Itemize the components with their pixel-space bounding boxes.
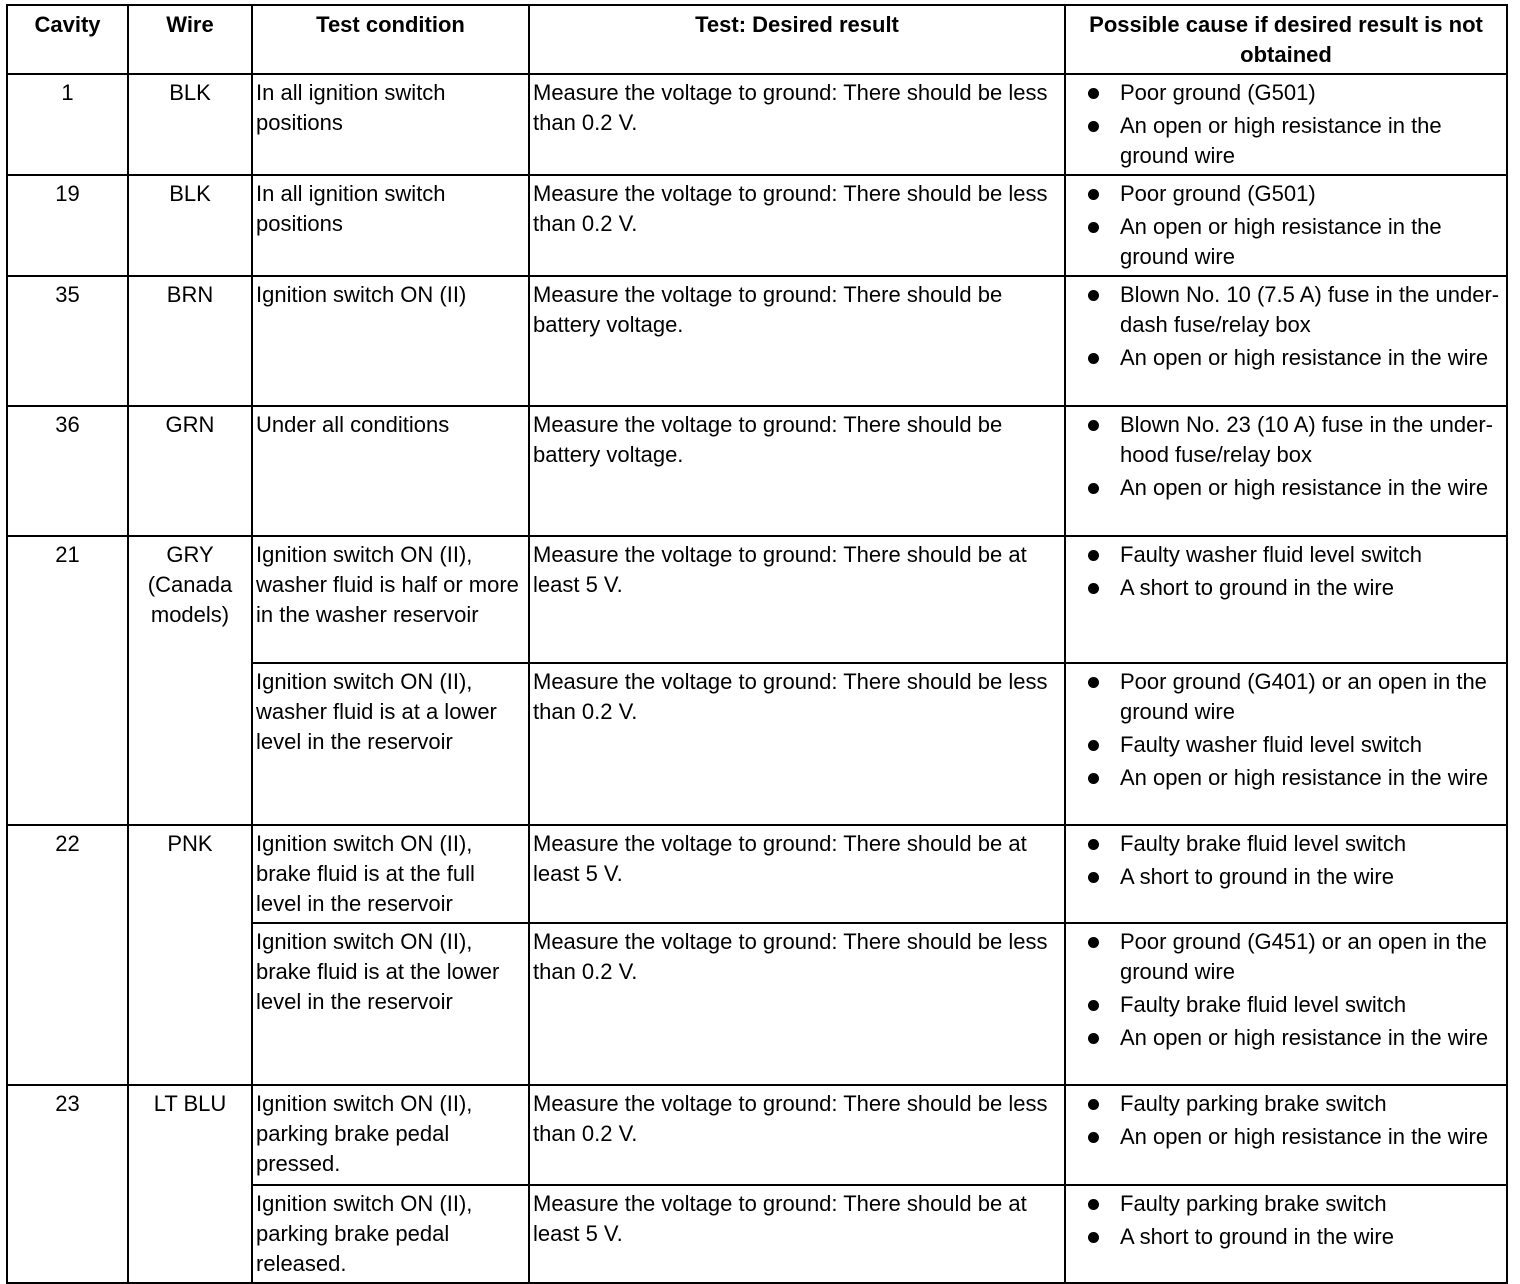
cause-item: [1120, 990, 1502, 1020]
result-cell: Measure the voltage to ground: There should be at least 5 V.: [529, 825, 1065, 923]
cause-text: An open or high resistance in the wire: [1120, 1124, 1489, 1149]
cause-cell: [1065, 923, 1507, 1085]
cause-item: [1120, 667, 1502, 727]
bullet-icon: [1088, 290, 1099, 301]
bullet-icon: [1088, 1232, 1099, 1243]
bullet-icon: [1088, 1132, 1099, 1143]
header-possible-cause: Possible cause if desired result is not obtained: [1065, 5, 1507, 74]
bullet-icon: [1088, 483, 1099, 494]
cause-text: Faulty washer fluid level switch: [1120, 542, 1423, 567]
bullet-icon: [1088, 872, 1099, 883]
cause-item: [1120, 410, 1502, 470]
cause-item: [1120, 573, 1502, 603]
cause-cell: [1065, 175, 1507, 276]
cause-text: An open or high resistance in the wire: [1120, 1025, 1489, 1050]
wire-cell: PNK: [128, 825, 252, 1085]
cavity-cell: 22: [7, 825, 128, 1085]
table-row: [7, 1085, 1507, 1185]
cause-item: [1120, 1023, 1502, 1053]
cause-cell: [1065, 825, 1507, 923]
result-cell: Measure the voltage to ground: There should be at least 5 V.: [529, 536, 1065, 663]
cavity-cell: 23: [7, 1085, 128, 1283]
wire-cell: GRN: [128, 406, 252, 536]
bullet-icon: [1088, 583, 1099, 594]
result-cell: Measure the voltage to ground: There should be less than 0.2 V.: [529, 923, 1065, 1085]
cause-text: Faulty parking brake switch: [1120, 1091, 1387, 1116]
result-cell: Measure the voltage to ground: There should be less than 0.2 V.: [529, 175, 1065, 276]
condition-cell: Ignition switch ON (II), washer fluid is at a lower level in the reservoir: [252, 663, 529, 825]
cause-list: [1070, 78, 1502, 171]
wire-cell: LT BLU: [128, 1085, 252, 1283]
header-row: [7, 5, 1507, 74]
cause-item: [1120, 927, 1502, 987]
cavity-cell: 35: [7, 276, 128, 406]
cavity-cell: 1: [7, 74, 128, 175]
cause-text: A short to ground in the wire: [1120, 1224, 1394, 1249]
cause-text: Faulty brake fluid level switch: [1120, 831, 1407, 856]
cause-cell: [1065, 1185, 1507, 1283]
cause-text: An open or high resistance in the wire: [1120, 765, 1489, 790]
cause-text: An open or high resistance in the ground wire: [1120, 113, 1442, 168]
connector-test-table: [6, 4, 1508, 1284]
cause-list: [1070, 179, 1502, 272]
cause-item: [1120, 1189, 1502, 1219]
wire-cell: BLK: [128, 74, 252, 175]
cause-item: [1120, 829, 1502, 859]
bullet-icon: [1088, 677, 1099, 688]
cause-item: [1120, 1122, 1502, 1152]
cause-cell: [1065, 406, 1507, 536]
table-row: [7, 825, 1507, 923]
cause-item: [1120, 1089, 1502, 1119]
result-cell: Measure the voltage to ground: There should be at least 5 V.: [529, 1185, 1065, 1283]
table-row: [7, 74, 1507, 175]
bullet-icon: [1088, 1000, 1099, 1011]
table-row: [7, 406, 1507, 536]
cause-item: [1120, 862, 1502, 892]
result-cell: Measure the voltage to ground: There should be battery voltage.: [529, 406, 1065, 536]
cause-text: An open or high resistance in the wire: [1120, 345, 1489, 370]
cause-cell: [1065, 276, 1507, 406]
condition-cell: In all ignition switch positions: [252, 175, 529, 276]
cause-item: [1120, 540, 1502, 570]
cause-text: An open or high resistance in the wire: [1120, 475, 1489, 500]
result-cell: Measure the voltage to ground: There should be less than 0.2 V.: [529, 663, 1065, 825]
cause-text: Blown No. 10 (7.5 A) fuse in the under-dash fuse/relay box: [1120, 282, 1500, 337]
cavity-cell: 21: [7, 536, 128, 825]
condition-cell: Under all conditions: [252, 406, 529, 536]
cause-item: [1120, 111, 1502, 171]
bullet-icon: [1088, 222, 1099, 233]
table-header: [7, 5, 1507, 74]
cause-item: [1120, 763, 1502, 793]
cause-cell: [1065, 536, 1507, 663]
result-cell: Measure the voltage to ground: There should be less than 0.2 V.: [529, 74, 1065, 175]
bullet-icon: [1088, 1099, 1099, 1110]
cause-text: Blown No. 23 (10 A) fuse in the under-hood fuse/relay box: [1120, 412, 1493, 467]
bullet-icon: [1088, 740, 1099, 751]
condition-cell: Ignition switch ON (II), brake fluid is at the full level in the reservoir: [252, 825, 529, 923]
cause-item: [1120, 78, 1502, 108]
cause-list: [1070, 667, 1502, 793]
bullet-icon: [1088, 88, 1099, 99]
cause-text: Poor ground (G501): [1120, 80, 1316, 105]
wire-cell: BLK: [128, 175, 252, 276]
cause-list: [1070, 540, 1502, 603]
cause-item: [1120, 473, 1502, 503]
table-row: [7, 175, 1507, 276]
cavity-cell: 36: [7, 406, 128, 536]
cause-item: [1120, 1222, 1502, 1252]
table-row: [7, 276, 1507, 406]
cause-cell: [1065, 74, 1507, 175]
condition-cell: Ignition switch ON (II), brake fluid is at the lower level in the reservoir: [252, 923, 529, 1085]
bullet-icon: [1088, 1033, 1099, 1044]
bullet-icon: [1088, 550, 1099, 561]
condition-cell: Ignition switch ON (II): [252, 276, 529, 406]
wire-cell: GRY (Canada models): [128, 536, 252, 825]
cause-list: [1070, 410, 1502, 503]
cause-text: Poor ground (G451) or an open in the ground wire: [1120, 929, 1487, 984]
condition-cell: Ignition switch ON (II), parking brake pedal pressed.: [252, 1085, 529, 1185]
header-cavity: Cavity: [7, 5, 128, 74]
cause-item: [1120, 212, 1502, 272]
result-cell: Measure the voltage to ground: There should be less than 0.2 V.: [529, 1085, 1065, 1185]
bullet-icon: [1088, 353, 1099, 364]
cause-text: Poor ground (G501): [1120, 181, 1316, 206]
cause-text: Faulty washer fluid level switch: [1120, 732, 1423, 757]
bullet-icon: [1088, 839, 1099, 850]
cavity-cell: 19: [7, 175, 128, 276]
cause-text: Faulty parking brake switch: [1120, 1191, 1387, 1216]
cause-list: [1070, 1089, 1502, 1152]
wire-cell: BRN: [128, 276, 252, 406]
cause-item: [1120, 179, 1502, 209]
cause-text: An open or high resistance in the ground wire: [1120, 214, 1442, 269]
cause-cell: [1065, 663, 1507, 825]
header-test-condition: Test condition: [252, 5, 529, 74]
cause-list: [1070, 829, 1502, 892]
cause-item: [1120, 280, 1502, 340]
bullet-icon: [1088, 121, 1099, 132]
cause-list: [1070, 1189, 1502, 1252]
cause-list: [1070, 927, 1502, 1053]
cause-text: Faulty brake fluid level switch: [1120, 992, 1407, 1017]
condition-cell: In all ignition switch positions: [252, 74, 529, 175]
result-cell: Measure the voltage to ground: There should be battery voltage.: [529, 276, 1065, 406]
bullet-icon: [1088, 420, 1099, 431]
cause-text: A short to ground in the wire: [1120, 864, 1394, 889]
cause-item: [1120, 730, 1502, 760]
table-body: [7, 74, 1507, 1283]
cause-text: A short to ground in the wire: [1120, 575, 1394, 600]
bullet-icon: [1088, 1199, 1099, 1210]
table-row: [7, 536, 1507, 663]
bullet-icon: [1088, 773, 1099, 784]
cause-cell: [1065, 1085, 1507, 1185]
cause-item: [1120, 343, 1502, 373]
cause-list: [1070, 280, 1502, 373]
bullet-icon: [1088, 189, 1099, 200]
header-wire: Wire: [128, 5, 252, 74]
header-desired-result: Test: Desired result: [529, 5, 1065, 74]
condition-cell: Ignition switch ON (II), washer fluid is half or more in the washer reservoir: [252, 536, 529, 663]
cause-text: Poor ground (G401) or an open in the ground wire: [1120, 669, 1487, 724]
bullet-icon: [1088, 937, 1099, 948]
condition-cell: Ignition switch ON (II), parking brake pedal released.: [252, 1185, 529, 1283]
